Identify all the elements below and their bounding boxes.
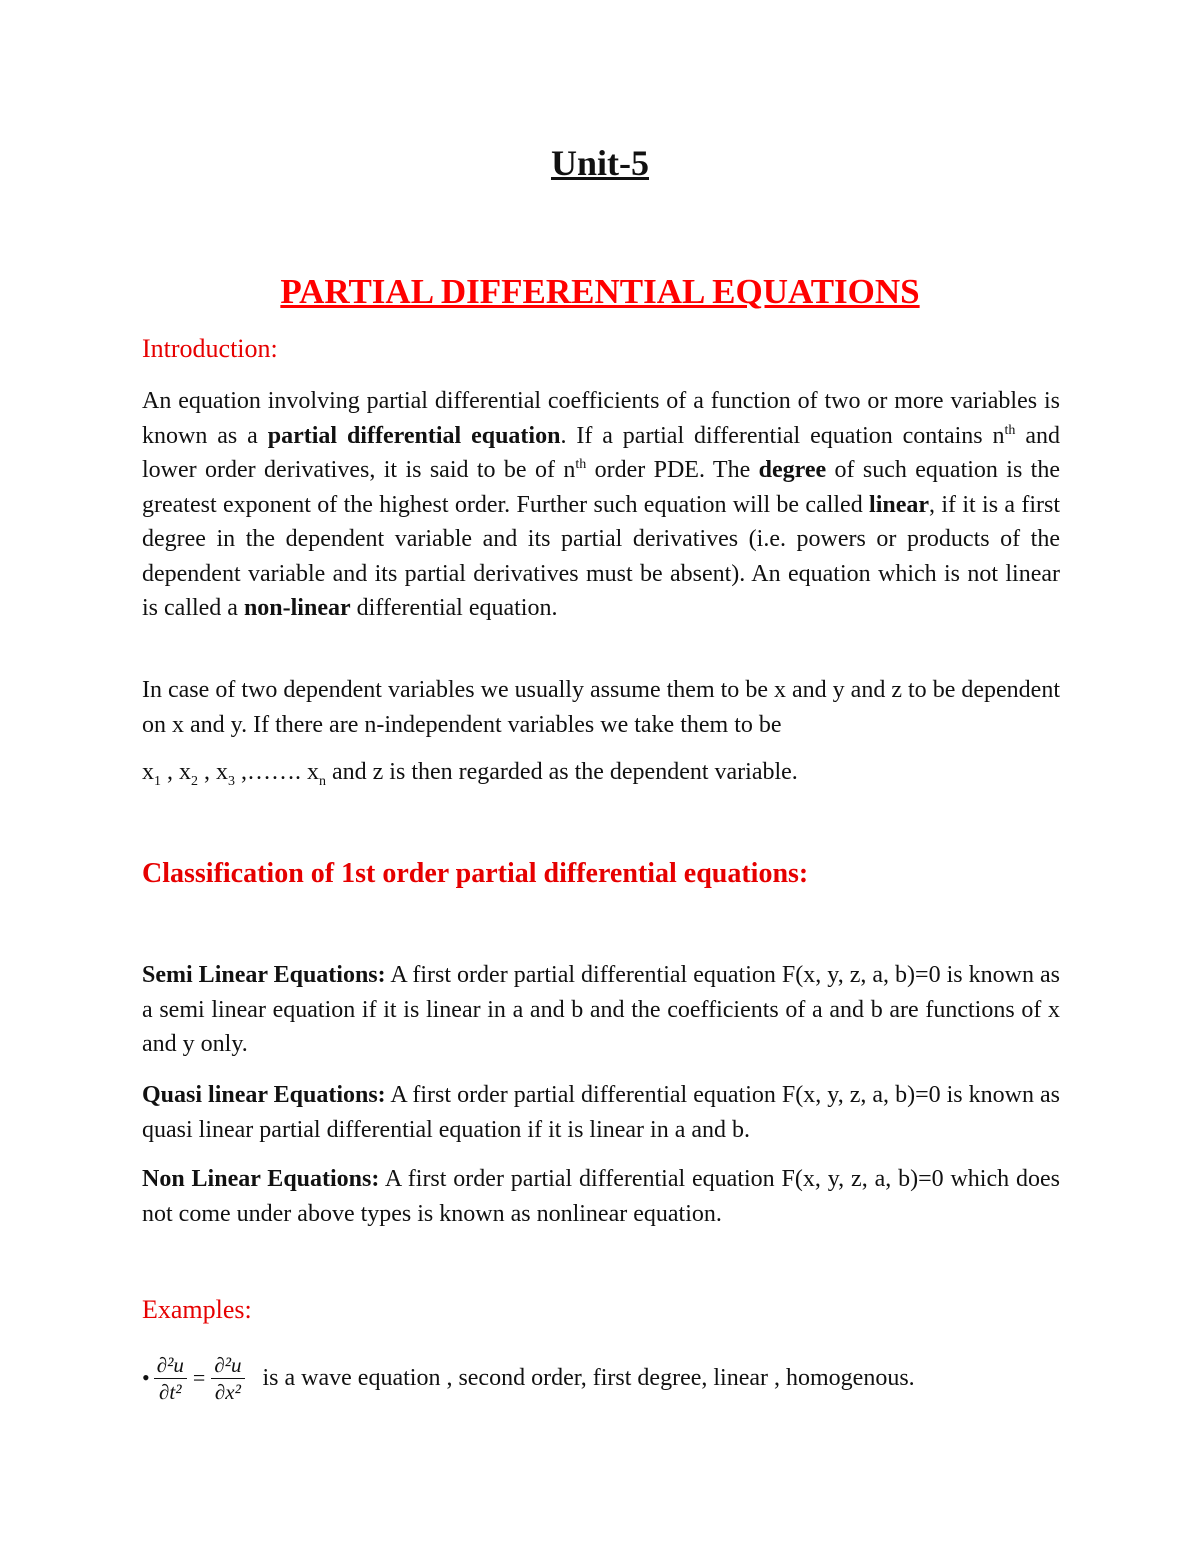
variables-list-line: $x_1$ , $x_2$ , $x_3$ ,……. $x_n$ and z is then regarded as the dependent variable. bbox=[142, 759, 798, 789]
quasi-linear-paragraph: Quasi linear Equations: A first order partial differential equation F(x, y, z, a, b)=0 is known as quasi linear partial differential equation if it is linear in a and b. bbox=[142, 1082, 1060, 1143]
lhs-denominator: ∂t² bbox=[159, 1379, 182, 1404]
lhs-fraction bbox=[154, 1352, 187, 1405]
main-title: PARTIAL DIFFERENTIAL EQUATIONS bbox=[280, 272, 920, 311]
equals-sign: = bbox=[192, 1365, 206, 1390]
wave-equation-example bbox=[142, 1342, 915, 1414]
variables-paragraph: In case of two dependent variables we usually assume them to be x and y and z to be dependent on x and y. If there are n-independent variables we take them to be bbox=[142, 677, 1060, 738]
unit-title: Unit-5 bbox=[551, 143, 649, 183]
introduction-heading: Introduction: bbox=[142, 334, 278, 363]
rhs-numerator: ∂²u bbox=[211, 1352, 244, 1379]
classification-heading: Classification of 1st order partial differential equations: bbox=[142, 858, 809, 889]
semi-linear-paragraph: Semi Linear Equations: A first order partial differential equation F(x, y, z, a, b)=0 is known as a semi linear equation if it is linear in a and b and the coefficients of a and b are functions of x and y only. bbox=[142, 962, 1060, 1057]
examples-heading: Examples: bbox=[142, 1295, 252, 1324]
rhs-denominator: ∂x² bbox=[214, 1379, 241, 1404]
lhs-numerator: ∂²u bbox=[154, 1352, 187, 1379]
rhs-fraction bbox=[211, 1352, 244, 1405]
bullet-icon: • bbox=[142, 1365, 150, 1390]
introduction-paragraph: An equation involving partial differential coefficients of a function of two or more variables is known as a partial differential equation. If a partial differential equation contains $n^{th}$ and lower order derivatives, it is said to be of $n^{th}$ order PDE. The degree of such equation is the greatest exponent of the highest order. Further such equation will be called linear, if it is a first degree in the dependent variable and its partial derivatives (i.e. powers or products of the dependent variable and its partial derivatives must be absent). An equation which is not linear is called a non-linear differential equation. bbox=[142, 388, 1061, 621]
non-linear-paragraph: Non Linear Equations: A first order partial differential equation F(x, y, z, a, b)=0 which does not come under above types is known as nonlinear equation. bbox=[142, 1166, 1060, 1227]
example-description: is a wave equation , second order, first degree, linear , homogenous. bbox=[262, 1364, 915, 1391]
